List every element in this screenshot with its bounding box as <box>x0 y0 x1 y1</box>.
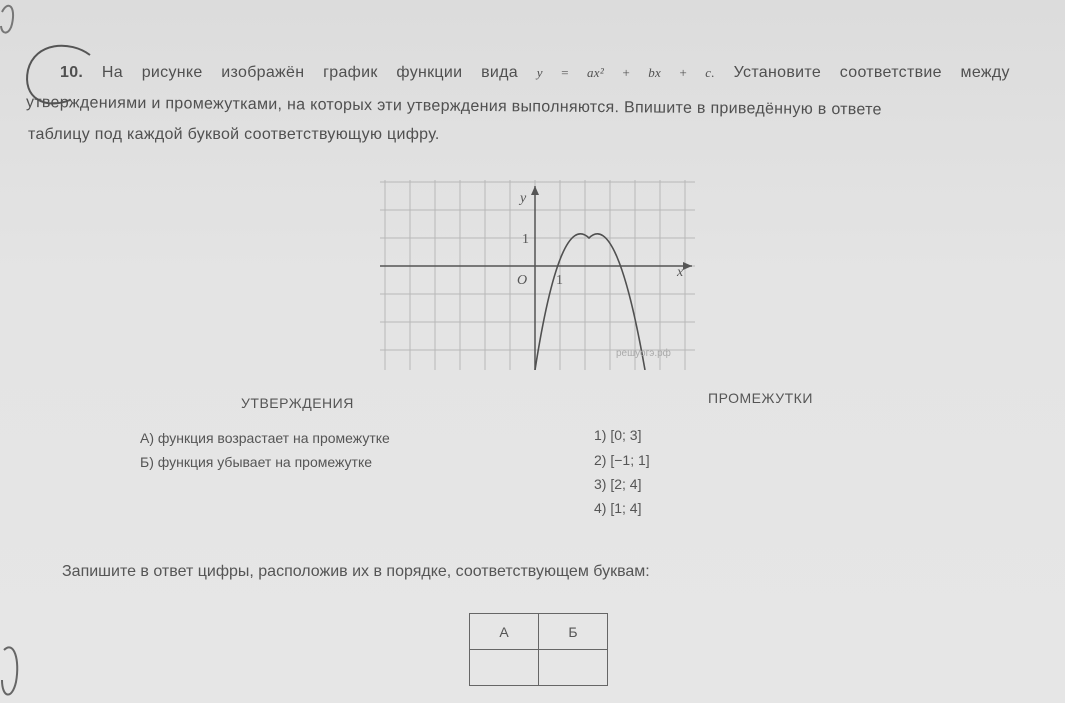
task-line-3: таблицу под каждой буквой соответствующую цифру. <box>28 126 440 143</box>
task-line-2: утверждениями и промежутками, на которых эти утверждения выполняются. Впишите в приведённую в ответе <box>25 94 882 119</box>
statement-a: А) функция возрастает на промежутке <box>140 430 390 446</box>
function-graph <box>380 180 695 370</box>
interval-3: 3) [2; 4] <box>594 476 642 492</box>
x-axis-arrow <box>683 262 692 270</box>
task-formula: y = ax² + bx + c. <box>536 65 715 80</box>
answer-header-b: Б <box>539 614 608 650</box>
answer-cell-a[interactable] <box>470 650 539 686</box>
statement-b: Б) функция убывает на промежутке <box>140 454 373 470</box>
origin-label: O <box>517 273 528 288</box>
task-number: 10. <box>60 64 84 81</box>
interval-2: 2) [−1; 1] <box>594 452 650 468</box>
intervals-header: ПРОМЕЖУТКИ <box>708 390 813 406</box>
interval-4: 4) [1; 4] <box>594 500 642 516</box>
graph-watermark: решуогэ.рф <box>616 348 671 359</box>
answer-table <box>469 613 608 686</box>
answer-header-a: А <box>470 614 539 650</box>
answer-cell-b[interactable] <box>539 650 608 686</box>
task-line-1 <box>60 64 1010 82</box>
y-axis-label: y <box>520 191 527 206</box>
y-axis-arrow <box>531 186 539 195</box>
graph-grid <box>380 180 695 370</box>
answer-instruction: Запишите в ответ цифры, расположив их в порядке, соответствующем буквам: <box>62 563 650 580</box>
x-axis-label: x <box>677 265 684 280</box>
interval-1: 1) [0; 3] <box>594 427 642 443</box>
statements-header: УТВЕРЖДЕНИЯ <box>241 395 354 411</box>
unit-x-label: 1 <box>556 273 563 288</box>
task-text-1a: На рисунке изображён график функции вида <box>101 64 518 81</box>
task-text-1b: Установите соответствие между <box>733 64 1010 81</box>
unit-y-label: 1 <box>522 232 529 247</box>
